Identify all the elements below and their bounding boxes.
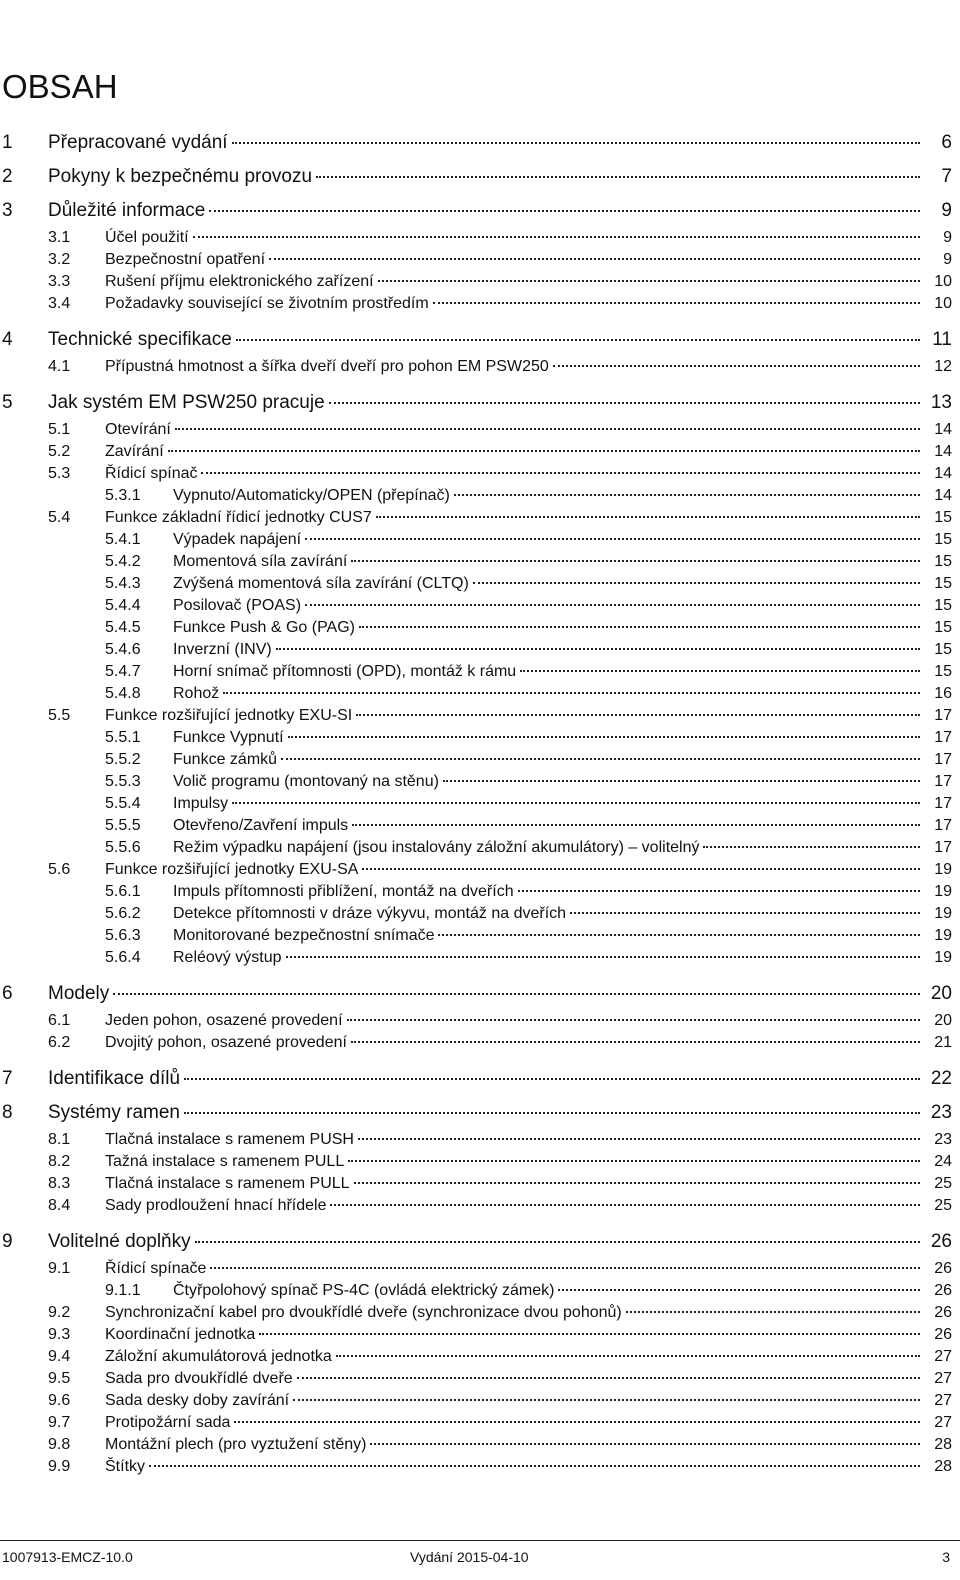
toc-entry-label: Tažná instalace s ramenem PULL (105, 1153, 345, 1170)
toc-entry-number: 5.4 (48, 509, 71, 526)
toc-leader-dots (168, 450, 920, 452)
toc-entry-number: 9.8 (48, 1436, 71, 1453)
toc-leader-dots (518, 890, 920, 892)
toc-entry-label: Modely (48, 983, 110, 1004)
toc-entry-label: Zvýšená momentová síla zavírání (CLTQ) (173, 575, 469, 592)
toc-entry[interactable] (48, 1370, 952, 1388)
toc-entry-label: Záložní akumulátorová jednotka (105, 1348, 332, 1365)
footer-doc-id: 1007913-EMCZ-10.0 (2, 1549, 133, 1565)
toc-entry-number: 4.1 (48, 358, 71, 375)
toc-entry-page: 17 (934, 729, 952, 746)
toc-entry[interactable] (48, 1436, 952, 1454)
toc-entry-number: 5.4.8 (105, 685, 141, 702)
toc-entry-label: Protipožární sada (105, 1414, 231, 1431)
toc-entry[interactable] (2, 329, 952, 351)
toc-entry-page: 24 (934, 1153, 952, 1170)
toc-leader-dots (293, 1399, 920, 1401)
toc-leader-dots (232, 802, 920, 804)
toc-entry[interactable] (105, 641, 952, 659)
toc-entry-number: 5.5.5 (105, 817, 141, 834)
toc-entry-page: 27 (934, 1370, 952, 1387)
toc-entry[interactable] (48, 1197, 952, 1215)
toc-entry-number: 9.1.1 (105, 1282, 141, 1299)
toc-leader-dots (297, 1377, 920, 1379)
footer-edition: Vydání 2015-04-10 (410, 1549, 529, 1565)
toc-entry-page: 17 (934, 707, 952, 724)
toc-entry-page: 16 (934, 685, 952, 702)
toc-entry-number: 5.3 (48, 465, 71, 482)
toc-entry-number: 1 (2, 132, 13, 153)
toc-entry-label: Jeden pohon, osazené provedení (105, 1012, 343, 1029)
toc-entry-label: Montážní plech (pro vyztužení stěny) (105, 1436, 367, 1453)
toc-entry-number: 5.5.4 (105, 795, 141, 812)
toc-entry-label: Technické specifikace (48, 329, 232, 350)
toc-leader-dots (443, 780, 920, 782)
toc-leader-dots (520, 670, 920, 672)
footer-divider (0, 1540, 960, 1541)
toc-entry[interactable] (105, 729, 952, 747)
toc-entry[interactable] (105, 597, 952, 615)
toc-leader-dots (348, 1160, 920, 1162)
toc-entry-page: 26 (930, 1231, 952, 1252)
toc-entry-page: 15 (934, 553, 952, 570)
toc-leader-dots (210, 1267, 920, 1269)
toc-entry-number: 5.5 (48, 707, 71, 724)
toc-entry-page: 27 (934, 1348, 952, 1365)
toc-entry-number: 5.2 (48, 443, 71, 460)
toc-entry-number: 5.5.3 (105, 773, 141, 790)
toc-entry[interactable] (2, 1102, 952, 1124)
toc-entry-page: 19 (934, 883, 952, 900)
toc-entry[interactable] (105, 531, 952, 549)
toc-entry-page: 26 (934, 1326, 952, 1343)
toc-entry-label: Monitorované bezpečnostní snímače (173, 927, 435, 944)
toc-entry-number: 3.1 (48, 229, 71, 246)
toc-entry-number: 4 (2, 329, 13, 350)
toc-entry-number: 5.5.6 (105, 839, 141, 856)
toc-entry-number: 5.1 (48, 421, 71, 438)
toc-entry-number: 5.5.2 (105, 751, 141, 768)
toc-entry-label: Sada pro dvoukřídlé dveře (105, 1370, 293, 1387)
toc-entry[interactable] (48, 1304, 952, 1322)
toc-leader-dots (376, 516, 920, 518)
toc-leader-dots (703, 846, 920, 848)
toc-entry-page: 15 (934, 531, 952, 548)
toc-entry-page: 19 (934, 861, 952, 878)
toc-leader-dots (358, 1138, 920, 1140)
toc-leader-dots (209, 210, 920, 212)
toc-entry-page: 15 (934, 597, 952, 614)
toc-entry-page: 17 (934, 773, 952, 790)
toc-entry-page: 17 (934, 839, 952, 856)
toc-entry-label: Funkce rozšiřující jednotky EXU-SI (105, 707, 353, 724)
toc-entry-page: 11 (932, 329, 952, 350)
toc-entry-label: Funkce rozšiřující jednotky EXU-SA (105, 861, 359, 878)
toc-leader-dots (351, 1041, 920, 1043)
toc-entry-page: 14 (934, 465, 952, 482)
toc-entry[interactable] (105, 795, 952, 813)
toc-entry-number: 5.5.1 (105, 729, 141, 746)
toc-entry[interactable] (48, 1392, 952, 1410)
toc-leader-dots (347, 1019, 920, 1021)
toc-entry[interactable] (2, 166, 952, 188)
toc-entry-number: 6.1 (48, 1012, 71, 1029)
toc-leader-dots (281, 758, 920, 760)
toc-entry-label: Zavírání (105, 443, 164, 460)
toc-entry-number: 8.2 (48, 1153, 71, 1170)
toc-leader-dots (454, 494, 920, 496)
toc-entry[interactable] (48, 295, 952, 313)
toc-entry-label: Požadavky související se životním prostředím (105, 295, 429, 312)
toc-entry-label: Přípustná hmotnost a šířka dveří dveří pro pohon EM PSW250 (105, 358, 549, 375)
toc-entry[interactable] (105, 663, 952, 681)
toc-leader-dots (362, 868, 920, 870)
toc-entry-label: Pokyny k bezpečnému provozu (48, 166, 313, 187)
toc-entry[interactable] (48, 273, 952, 291)
toc-entry-label: Funkce Push & Go (PAG) (173, 619, 355, 636)
toc-entry-page: 14 (934, 443, 952, 460)
toc-entry-label: Identifikace dílů (48, 1068, 181, 1089)
toc-leader-dots (195, 1241, 920, 1243)
toc-entry-page: 6 (941, 132, 952, 153)
toc-leader-dots (330, 1204, 920, 1206)
toc-entry[interactable] (105, 553, 952, 571)
toc-entry-number: 6 (2, 983, 13, 1004)
toc-entry[interactable] (105, 949, 952, 967)
toc-entry-page: 17 (934, 795, 952, 812)
toc-entry[interactable] (2, 1068, 952, 1090)
toc-leader-dots (626, 1311, 920, 1313)
toc-leader-dots (352, 824, 920, 826)
toc-leader-dots (329, 402, 920, 404)
toc-entry-label: Řídicí spínače (105, 1260, 207, 1277)
toc-entry-label: Jak systém EM PSW250 pracuje (48, 392, 325, 413)
toc-entry[interactable] (105, 619, 952, 637)
toc-entry-page: 15 (934, 641, 952, 658)
toc-entry-label: Posilovač (POAS) (173, 597, 302, 614)
toc-entry-page: 10 (934, 295, 952, 312)
toc-entry[interactable] (48, 707, 952, 725)
toc-entry-label: Otevřeno/Zavření impuls (173, 817, 349, 834)
toc-entry-page: 10 (934, 273, 952, 290)
toc-entry-page: 13 (930, 392, 952, 413)
toc-entry-number: 9.1 (48, 1260, 71, 1277)
toc-entry-page: 12 (934, 358, 952, 375)
toc-entry-label: Rušení příjmu elektronického zařízení (105, 273, 374, 290)
toc-entry[interactable] (105, 773, 952, 791)
toc-entry-page: 9 (941, 200, 952, 221)
toc-entry[interactable] (48, 465, 952, 483)
toc-entry-label: Synchronizační kabel pro dvoukřídlé dveře (synchronizace dvou pohonů) (105, 1304, 622, 1321)
toc-leader-dots (175, 428, 920, 430)
toc-leader-dots (276, 648, 920, 650)
toc-entry-number: 5.4.6 (105, 641, 141, 658)
toc-entry[interactable] (48, 1175, 952, 1193)
toc-leader-dots (234, 1421, 920, 1423)
toc-entry-number: 9.9 (48, 1458, 71, 1475)
toc-entry-number: 3.2 (48, 251, 71, 268)
toc-entry[interactable] (48, 358, 952, 376)
toc-entry[interactable] (105, 685, 952, 703)
toc-entry-label: Tlačná instalace s ramenem PULL (105, 1175, 350, 1192)
toc-entry-page: 25 (934, 1175, 952, 1192)
toc-entry[interactable] (2, 983, 952, 1005)
toc-entry-label: Výpadek napájení (173, 531, 302, 548)
toc-entry-page: 26 (934, 1260, 952, 1277)
toc-entry[interactable] (105, 927, 952, 945)
toc-entry-page: 19 (934, 905, 952, 922)
toc-entry-label: Přepracované vydání (48, 132, 228, 153)
toc-entry-page: 26 (934, 1282, 952, 1299)
toc-entry-page: 27 (934, 1392, 952, 1409)
toc-entry-label: Štítky (105, 1458, 146, 1475)
footer-page-number: 3 (942, 1549, 950, 1565)
toc-entry-number: 7 (2, 1068, 13, 1089)
toc-leader-dots (378, 280, 920, 282)
toc-leader-dots (473, 582, 920, 584)
toc-entry-label: Impulsy (173, 795, 229, 812)
toc-leader-dots (351, 560, 920, 562)
toc-entry-number: 5.6.1 (105, 883, 141, 900)
toc-entry[interactable] (48, 1414, 952, 1432)
toc-leader-dots (201, 472, 920, 474)
toc-entry[interactable] (105, 487, 952, 505)
toc-entry-number: 3.3 (48, 273, 71, 290)
toc-entry-page: 9 (943, 229, 952, 246)
toc-entry-page: 19 (934, 927, 952, 944)
toc-entry-page: 28 (934, 1436, 952, 1453)
toc-entry[interactable] (2, 132, 952, 154)
toc-leader-dots (288, 736, 920, 738)
toc-leader-dots (149, 1465, 920, 1467)
toc-entry[interactable] (105, 905, 952, 923)
toc-entry-page: 15 (934, 509, 952, 526)
toc-entry-page: 22 (930, 1068, 952, 1089)
toc-entry[interactable] (48, 1348, 952, 1366)
toc-entry-label: Otevírání (105, 421, 171, 438)
toc-entry-number: 3 (2, 200, 13, 221)
toc-entry-label: Inverzní (INV) (173, 641, 272, 658)
toc-entry-number: 6.2 (48, 1034, 71, 1051)
toc-leader-dots (438, 934, 920, 936)
toc-entry[interactable] (48, 251, 952, 269)
toc-entry-label: Momentová síla zavírání (173, 553, 348, 570)
toc-leader-dots (370, 1443, 920, 1445)
toc-entry[interactable] (105, 575, 952, 593)
toc-entry[interactable] (48, 1260, 952, 1278)
toc-leader-dots (113, 993, 920, 995)
toc-entry[interactable] (105, 839, 952, 857)
toc-entry-number: 9.4 (48, 1348, 71, 1365)
toc-entry-number: 5 (2, 392, 13, 413)
toc-entry-number: 9 (2, 1231, 13, 1252)
toc-entry[interactable] (48, 509, 952, 527)
toc-entry-page: 23 (934, 1131, 952, 1148)
toc-entry-number: 5.4.1 (105, 531, 141, 548)
toc-entry-label: Sady prodloužení hnací hřídele (105, 1197, 327, 1214)
toc-leader-dots (259, 1333, 920, 1335)
toc-entry-page: 23 (930, 1102, 952, 1123)
toc-leader-dots (223, 692, 920, 694)
toc-entry-number: 5.4.4 (105, 597, 141, 614)
toc-entry[interactable] (105, 817, 952, 835)
toc-entry-label: Účel použití (105, 229, 189, 246)
toc-leader-dots (184, 1078, 920, 1080)
toc-entry-label: Funkce zámků (173, 751, 278, 768)
toc-entry-label: Čtyřpolohový spínač PS-4C (ovládá elektrický zámek) (173, 1282, 555, 1299)
toc-leader-dots (316, 176, 920, 178)
toc-entry-number: 5.3.1 (105, 487, 141, 504)
toc-entry[interactable] (2, 200, 952, 222)
toc-entry[interactable] (48, 229, 952, 247)
toc-leader-dots (184, 1112, 920, 1114)
toc-entry[interactable] (48, 1131, 952, 1149)
toc-entry-number: 8.1 (48, 1131, 71, 1148)
toc-entry-label: Sada desky doby zavírání (105, 1392, 290, 1409)
page-title: OBSAH (2, 68, 118, 105)
toc-leader-dots (269, 258, 920, 260)
toc-entry-number: 9.7 (48, 1414, 71, 1431)
toc-entry[interactable] (2, 392, 952, 414)
toc-entry-label: Režim výpadku napájení (jsou instalovány záložní akumulátory) – volitelný (173, 839, 700, 856)
toc-entry-label: Impuls přítomnosti přiblížení, montáž na dveřích (173, 883, 514, 900)
toc-entry-number: 2 (2, 166, 13, 187)
toc-leader-dots (553, 365, 920, 367)
toc-entry-label: Vypnuto/Automaticky/OPEN (přepínač) (173, 487, 450, 504)
toc-leader-dots (305, 538, 920, 540)
toc-entry-number: 8.4 (48, 1197, 71, 1214)
toc-entry-label: Řídicí spínač (105, 465, 198, 482)
toc-entry-page: 28 (934, 1458, 952, 1475)
toc-entry-number: 9.2 (48, 1304, 71, 1321)
toc-leader-dots (359, 626, 920, 628)
toc-entry-label: Bezpečnostní opatření (105, 251, 266, 268)
toc-entry-page: 20 (930, 983, 952, 1004)
toc-leader-dots (236, 339, 920, 341)
toc-entry-page: 14 (934, 487, 952, 504)
toc-leader-dots (232, 142, 920, 144)
toc-entry-page: 7 (941, 166, 952, 187)
toc-leader-dots (305, 604, 920, 606)
toc-entry[interactable] (105, 751, 952, 769)
toc-entry-number: 5.6.2 (105, 905, 141, 922)
toc-entry[interactable] (48, 1153, 952, 1171)
toc-entry-label: Dvojitý pohon, osazené provedení (105, 1034, 347, 1051)
toc-entry-number: 5.4.2 (105, 553, 141, 570)
toc-entry-number: 8.3 (48, 1175, 71, 1192)
toc-entry-page: 9 (943, 251, 952, 268)
toc-entry[interactable] (48, 421, 952, 439)
toc-entry-number: 5.4.5 (105, 619, 141, 636)
toc-entry-page: 15 (934, 663, 952, 680)
toc-entry-page: 25 (934, 1197, 952, 1214)
toc-entry-label: Koordinační jednotka (105, 1326, 256, 1343)
toc-entry-label: Volitelné doplňky (48, 1231, 191, 1252)
toc-entry-number: 5.6.4 (105, 949, 141, 966)
toc-entry-number: 5.6.3 (105, 927, 141, 944)
toc-entry-page: 17 (934, 817, 952, 834)
toc-entry[interactable] (105, 883, 952, 901)
toc-entry-page: 20 (934, 1012, 952, 1029)
toc-entry-page: 15 (934, 619, 952, 636)
toc-entry-label: Důležité informace (48, 200, 206, 221)
toc-entry-number: 5.4.3 (105, 575, 141, 592)
toc-entry-number: 9.5 (48, 1370, 71, 1387)
toc-entry-page: 19 (934, 949, 952, 966)
toc-leader-dots (193, 236, 920, 238)
toc-entry-label: Rohož (173, 685, 220, 702)
toc-entry[interactable] (48, 861, 952, 879)
toc-entry-label: Reléový výstup (173, 949, 282, 966)
toc-entry[interactable] (2, 1231, 952, 1253)
toc-leader-dots (433, 302, 920, 304)
toc-entry-page: 17 (934, 751, 952, 768)
toc-entry-page: 27 (934, 1414, 952, 1431)
toc-entry[interactable] (48, 1326, 952, 1344)
toc-entry[interactable] (48, 443, 952, 461)
toc-entry-label: Funkce základní řídicí jednotky CUS7 (105, 509, 372, 526)
toc-leader-dots (336, 1355, 920, 1357)
toc-entry[interactable] (48, 1012, 952, 1030)
toc-entry-page: 26 (934, 1304, 952, 1321)
toc-entry-number: 3.4 (48, 295, 71, 312)
toc-entry-number: 5.6 (48, 861, 71, 878)
toc-entry-label: Horní snímač přítomnosti (OPD), montáž k rámu (173, 663, 517, 680)
toc-entry-page: 21 (934, 1034, 952, 1051)
toc-leader-dots (570, 912, 920, 914)
toc-entry[interactable] (105, 1282, 952, 1300)
toc-entry-number: 9.6 (48, 1392, 71, 1409)
toc-entry-label: Systémy ramen (48, 1102, 180, 1123)
toc-leader-dots (286, 956, 921, 958)
toc-leader-dots (356, 714, 920, 716)
toc-entry[interactable] (48, 1458, 952, 1476)
toc-entry-label: Detekce přítomnosti v dráze výkyvu, montáž na dveřích (173, 905, 567, 922)
toc-entry-label: Funkce Vypnutí (173, 729, 284, 746)
toc-entry-number: 5.4.7 (105, 663, 141, 680)
toc-entry-label: Tlačná instalace s ramenem PUSH (105, 1131, 354, 1148)
toc-entry-page: 15 (934, 575, 952, 592)
toc-entry-number: 8 (2, 1102, 13, 1123)
toc-entry-label: Volič programu (montovaný na stěnu) (173, 773, 439, 790)
toc-entry-number: 9.3 (48, 1326, 71, 1343)
toc-leader-dots (558, 1289, 920, 1291)
toc-entry[interactable] (48, 1034, 952, 1052)
toc-leader-dots (354, 1182, 920, 1184)
toc-entry-page: 14 (934, 421, 952, 438)
